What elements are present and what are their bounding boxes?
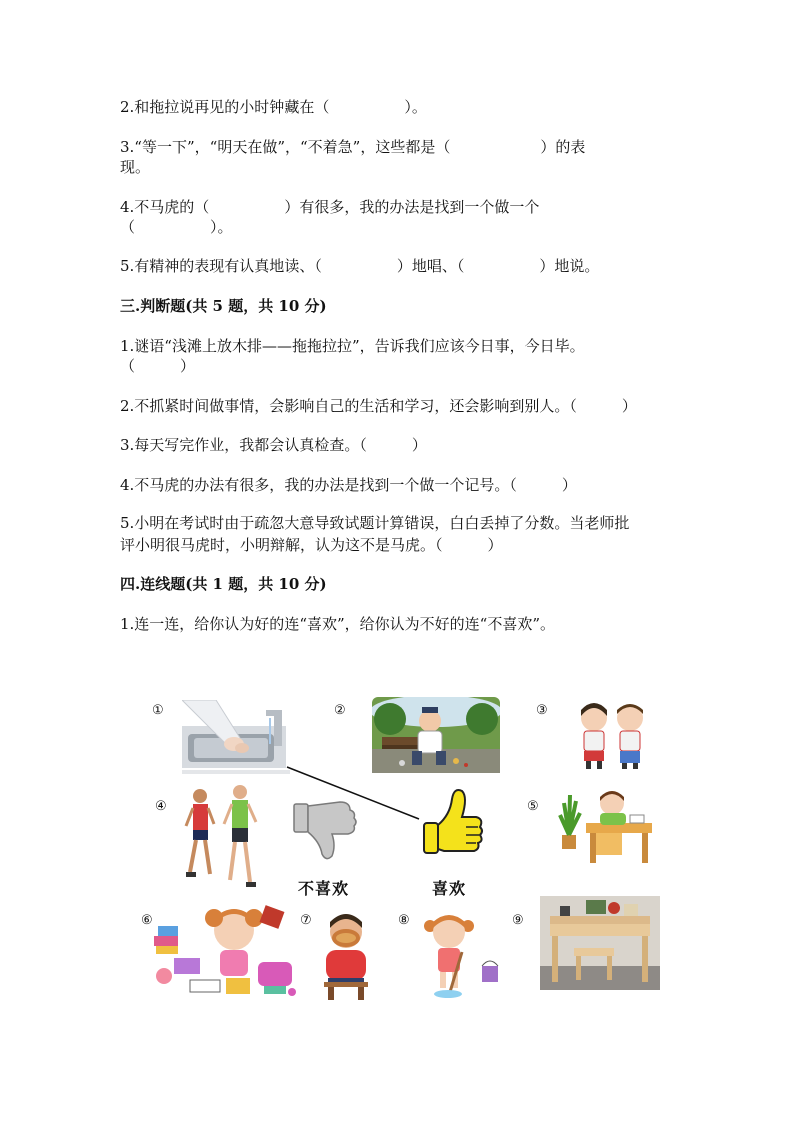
- judge-q5-line2: 评小明很马虎时，小明辩解，认为这不是马虎。（ ）: [120, 536, 503, 554]
- dislike-label: 不喜欢: [298, 879, 350, 898]
- fill-blank-q3-line2: 现。: [120, 158, 151, 176]
- picture-two-children: [572, 700, 654, 770]
- picture-number-5: ⑤: [527, 799, 539, 814]
- picture-number-1: ①: [152, 703, 164, 718]
- judge-q5-line1: 5.小明在考试时由于疏忽大意导致试题计算错误，白白丢掉了分数。当老师批: [120, 514, 630, 532]
- picture-number-7: ⑦: [300, 913, 312, 928]
- picture-man-on-bench: [372, 697, 500, 773]
- picture-wooden-desk: [540, 896, 660, 990]
- fill-blank-q4-line1: 4.不马虎的（ ）有很多，我的办法是找到一个做一个: [120, 198, 540, 216]
- match-q1: 1.连一连，给你认为好的连“喜欢”，给你认为不好的连“不喜欢”。: [120, 615, 555, 633]
- thumbs-up-icon: [422, 785, 486, 857]
- picture-number-4: ④: [155, 799, 167, 814]
- judge-q2: 2.不抓紧时间做事情，会影响自己的生活和学习，还会影响到别人。（ ）: [120, 397, 637, 415]
- picture-number-2: ②: [334, 703, 346, 718]
- fill-blank-q5: 5.有精神的表现有认真地读、（ ）地唱、（ ）地说。: [120, 257, 600, 275]
- picture-runners: [184, 782, 264, 888]
- drawn-connection-line: [285, 765, 425, 825]
- picture-child-at-desk: [556, 785, 654, 865]
- match-section-title: 四.连线题(共 1 题，共 10 分): [120, 575, 327, 593]
- picture-number-9: ⑨: [512, 913, 524, 928]
- picture-boy-eating: [318, 912, 374, 1002]
- picture-washing-hands: [182, 700, 294, 778]
- judge-section-title: 三.判断题(共 5 题，共 10 分): [120, 297, 327, 315]
- picture-number-6: ⑥: [141, 913, 153, 928]
- judge-q4: 4.不马虎的办法有很多，我的办法是找到一个做一个记号。（ ）: [120, 476, 577, 494]
- picture-girl-sweeping: [424, 910, 504, 998]
- picture-messy-girl: [150, 900, 302, 998]
- picture-number-8: ⑧: [398, 913, 410, 928]
- fill-blank-q3-line1: 3.“等一下”，“明天在做”，“不着急”，这些都是（ ）的表: [120, 138, 586, 156]
- picture-number-3: ③: [536, 703, 548, 718]
- fill-blank-q4-line2: （ ）。: [120, 218, 233, 236]
- like-label: 喜欢: [432, 879, 467, 898]
- judge-q3: 3.每天写完作业，我都会认真检查。（ ）: [120, 436, 427, 454]
- judge-q1-line2: （ ）: [120, 357, 196, 375]
- fill-blank-q2: 2.和拖拉说再见的小时钟藏在（ ）。: [120, 98, 427, 116]
- judge-q1-line1: 1.谜语“浅滩上放木排——拖拖拉拉”，告诉我们应该今日事，今日毕。: [120, 337, 585, 355]
